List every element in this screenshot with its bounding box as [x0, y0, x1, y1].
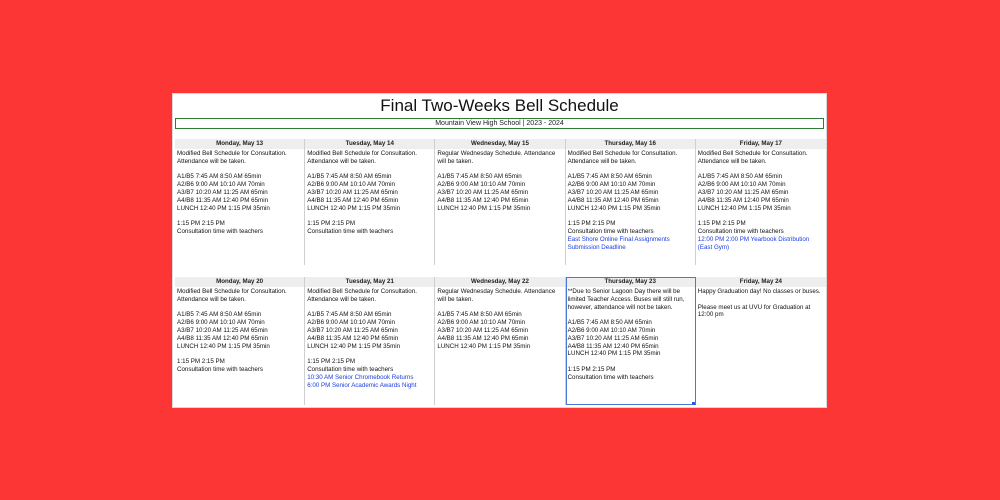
- day-schedule: **Due to Senior Lagoon Day there will be limited Teacher Access. Buses will still run, however, attendance will not be taken. A1/B5 7:45 AM 8:50 AM 65min A2/B6 9:00 AM 10:10 AM 70min A3/B7 10:20 AM 11:25 AM 65min A4/B8 11:35 AM 12:40 PM 65min LUNCH 12:40 PM 1:15 PM 35min 1:15 PM 2:15 PM Consultation time with teachers: [567, 288, 685, 381]
- day-header: Monday, May 13: [175, 139, 304, 149]
- day-header: Friday, May 24: [696, 277, 826, 287]
- day-schedule: Modified Bell Schedule for Consultation. Attendance will be taken. A1/B5 7:45 AM 8:50 AM 65min A2/B6 9:00 AM 10:10 AM 70min A3/B7 10:20 AM 11:25 AM 65min A4/B8 11:35 AM 12:40 PM 65min LUNCH 12:40 PM 1:15 PM 35min 1:15 PM 2:15 PM Consultation time with teachers: [567, 150, 678, 235]
- day-cell-friday-may-17[interactable]: [696, 139, 826, 265]
- day-header: Tuesday, May 14: [305, 139, 434, 149]
- day-cell-monday-may-13[interactable]: [175, 139, 305, 265]
- day-cell-thursday-may-23[interactable]: [566, 277, 696, 405]
- week-row: [175, 277, 826, 405]
- day-cell-wednesday-may-15[interactable]: [435, 139, 565, 265]
- day-cell-tuesday-may-21[interactable]: [305, 277, 435, 405]
- day-header: Friday, May 17: [696, 139, 826, 149]
- event-link[interactable]: 10:30 AM Senior Chromebook Returns 6:00 PM Senior Academic Awards Night: [307, 373, 417, 389]
- day-schedule: Modified Bell Schedule for Consultation. Attendance will be taken. A1/B5 7:45 AM 8:50 AM 65min A2/B6 9:00 AM 10:10 AM 70min A3/B7 10:20 AM 11:25 AM 65min A4/B8 11:35 AM 12:40 PM 65min LUNCH 12:40 PM 1:15 PM 35min 1:15 PM 2:15 PM Consultation time with teachers: [177, 150, 287, 235]
- schedule-sheet: [172, 93, 827, 408]
- event-link[interactable]: 12:00 PM 2:00 PM Yearbook Distribution (East Gym): [697, 235, 811, 251]
- day-schedule: Modified Bell Schedule for Consultation. Attendance will be taken. A1/B5 7:45 AM 8:50 AM 65min A2/B6 9:00 AM 10:10 AM 70min A3/B7 10:20 AM 11:25 AM 65min A4/B8 11:35 AM 12:40 PM 65min LUNCH 12:40 PM 1:15 PM 35min 1:15 PM 2:15 PM Consultation time with teachers: [307, 288, 417, 373]
- day-schedule: Modified Bell Schedule for Consultation. Attendance will be taken. A1/B5 7:45 AM 8:50 AM 65min A2/B6 9:00 AM 10:10 AM 70min A3/B7 10:20 AM 11:25 AM 65min A4/B8 11:35 AM 12:40 PM 65min LUNCH 12:40 PM 1:15 PM 35min 1:15 PM 2:15 PM Consultation time with teachers: [697, 150, 808, 235]
- day-schedule: Regular Wednesday Schedule. Attendance will be taken. A1/B5 7:45 AM 8:50 AM 65min A2/B6 9:00 AM 10:10 AM 70min A3/B7 10:20 AM 11:25 AM 65min A4/B8 11:35 AM 12:40 PM 65min LUNCH 12:40 PM 1:15 PM 35min: [437, 288, 556, 350]
- event-link[interactable]: East Shore Online Final Assignments Submission Deadline: [567, 235, 672, 251]
- day-cell-wednesday-may-22[interactable]: [435, 277, 565, 405]
- day-cell-friday-may-24[interactable]: [696, 277, 826, 405]
- day-schedule: Modified Bell Schedule for Consultation. Attendance will be taken. A1/B5 7:45 AM 8:50 AM 65min A2/B6 9:00 AM 10:10 AM 70min A3/B7 10:20 AM 11:25 AM 65min A4/B8 11:35 AM 12:40 PM 65min LUNCH 12:40 PM 1:15 PM 35min 1:15 PM 2:15 PM Consultation time with teachers: [177, 288, 287, 373]
- day-cell-tuesday-may-14[interactable]: [305, 139, 435, 265]
- day-schedule: Modified Bell Schedule for Consultation. Attendance will be taken. A1/B5 7:45 AM 8:50 AM 65min A2/B6 9:00 AM 10:10 AM 70min A3/B7 10:20 AM 11:25 AM 65min A4/B8 11:35 AM 12:40 PM 65min LUNCH 12:40 PM 1:15 PM 35min 1:15 PM 2:15 PM Consultation time with teachers: [307, 150, 417, 235]
- day-header: Monday, May 20: [175, 277, 304, 287]
- day-header: Thursday, May 23: [566, 277, 695, 287]
- day-header: Tuesday, May 21: [305, 277, 434, 287]
- day-schedule: Regular Wednesday Schedule. Attendance will be taken. A1/B5 7:45 AM 8:50 AM 65min A2/B6 9:00 AM 10:10 AM 70min A3/B7 10:20 AM 11:25 AM 65min A4/B8 11:35 AM 12:40 PM 65min LUNCH 12:40 PM 1:15 PM 35min: [437, 150, 556, 212]
- week-row: [175, 139, 826, 265]
- day-header: Thursday, May 16: [566, 139, 695, 149]
- sheet-subtitle: Mountain View High School | 2023 - 2024: [175, 118, 824, 129]
- day-header: Wednesday, May 15: [435, 139, 564, 149]
- day-schedule: Happy Graduation day! No classes or buses. Please meet us at UVU for Graduation at 12:00 pm: [697, 288, 821, 319]
- day-cell-monday-may-20[interactable]: [175, 277, 305, 405]
- day-cell-thursday-may-16[interactable]: [566, 139, 696, 265]
- sheet-title: Final Two-Weeks Bell Schedule: [380, 96, 619, 115]
- selection-resize-handle[interactable]: [692, 402, 695, 405]
- day-header: Wednesday, May 22: [435, 277, 564, 287]
